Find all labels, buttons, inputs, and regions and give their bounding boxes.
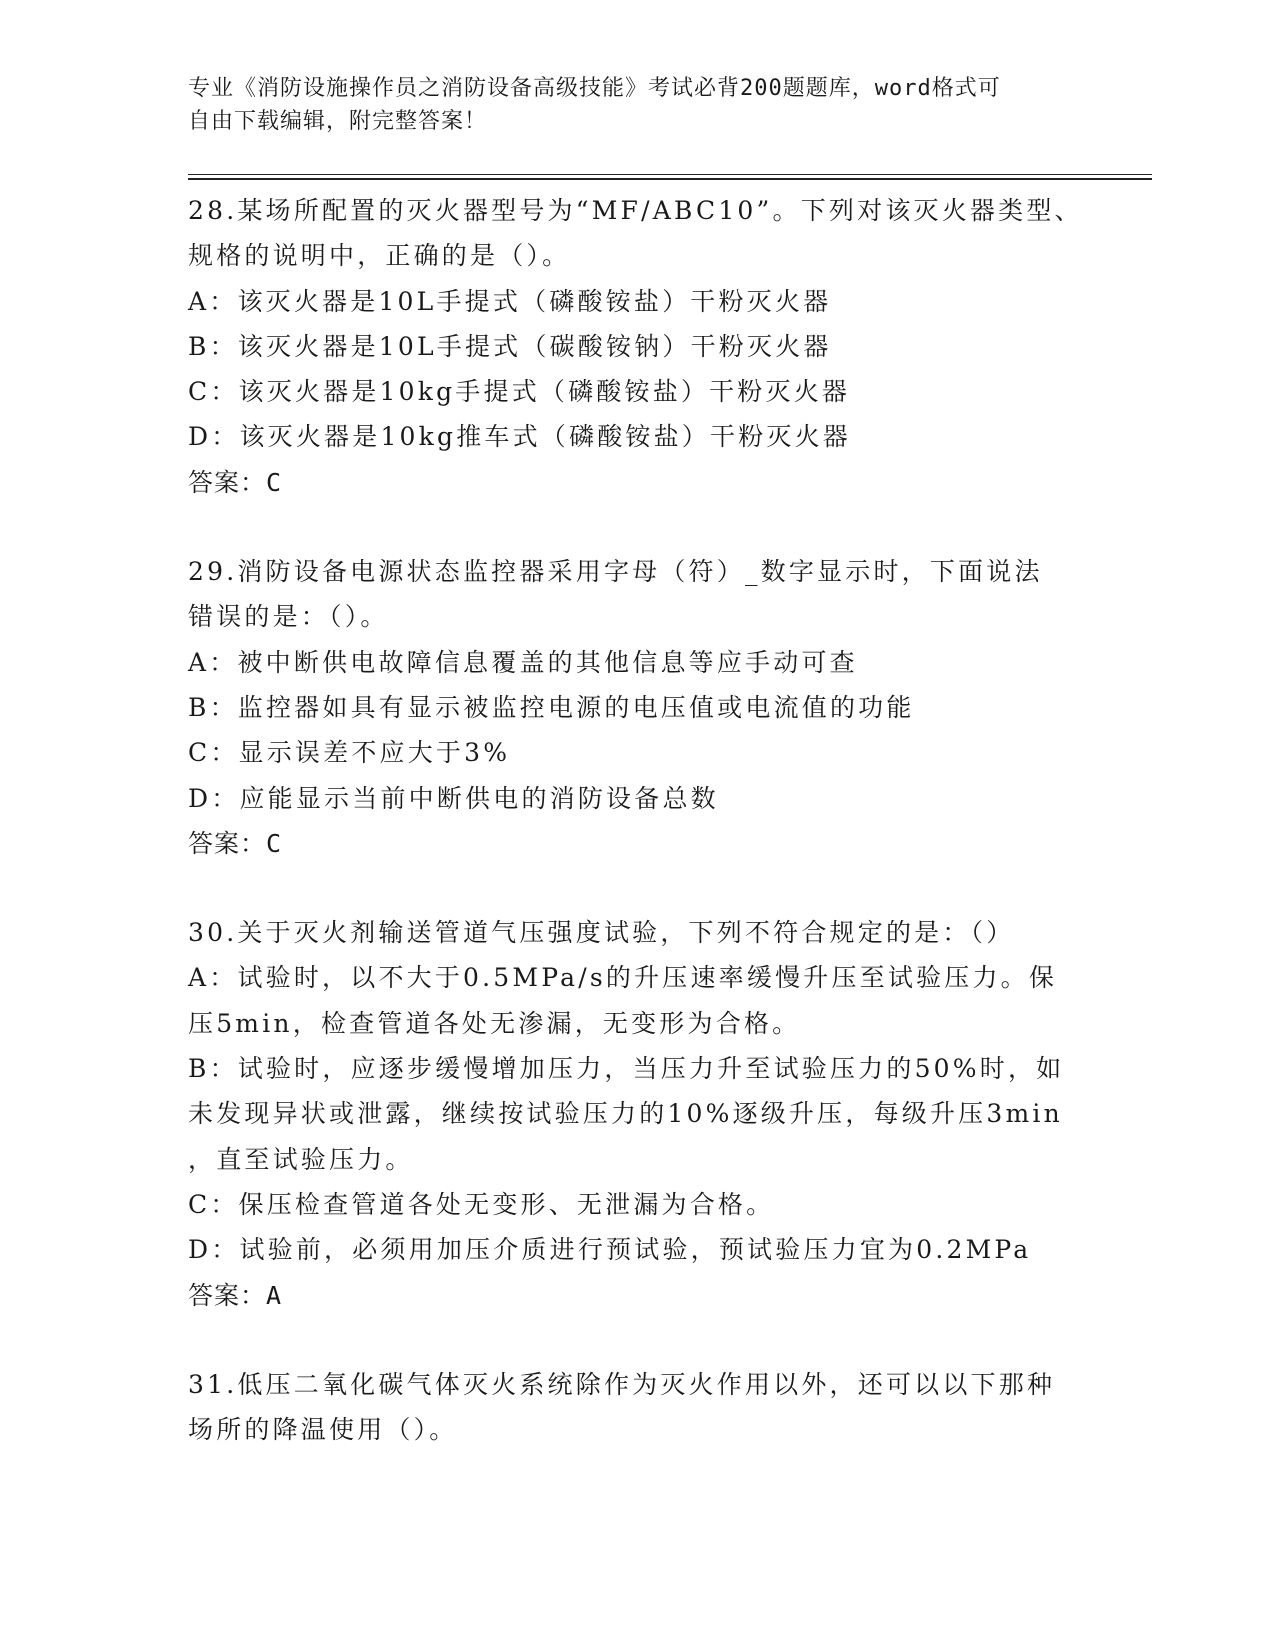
option-a: A：该灭火器是10L手提式（磷酸铵盐）干粉灭火器 (188, 286, 832, 316)
option-d: D：应能显示当前中断供电的消防设备总数 (188, 783, 719, 813)
header-line-2: 自由下载编辑，附完整答案！ (188, 109, 488, 134)
question-stem: 规格的说明中，正确的是（）。 (188, 241, 571, 271)
option-b-continued: 未发现异状或泄露，继续按试验压力的10%逐级升压，每级升压3min (188, 1099, 1063, 1129)
question-stem: 29.消防设备电源状态监控器采用字母（符）_数字显示时，下面说法 (188, 557, 1043, 587)
answer-label: 答案：C (188, 828, 283, 858)
question-31 (188, 1362, 1088, 1453)
option-c: C：显示误差不应大于3% (188, 738, 511, 768)
answer-label: 答案：A (188, 1280, 283, 1310)
answer-label: 答案：C (188, 467, 283, 497)
question-29 (188, 549, 1088, 866)
option-d: D：该灭火器是10kg推车式（磷酸铵盐）干粉灭火器 (188, 422, 852, 452)
option-b: B：试验时，应逐步缓慢增加压力，当压力升至试验压力的50%时，如 (188, 1054, 1065, 1084)
option-b: B：该灭火器是10L手提式（碳酸铵钠）干粉灭火器 (188, 331, 832, 361)
question-28 (188, 188, 1088, 505)
option-c: C：该灭火器是10kg手提式（磷酸铵盐）干粉灭火器 (188, 377, 851, 407)
header-divider-thin (188, 174, 1152, 175)
option-b: B：监控器如具有显示被监控电源的电压值或电流值的功能 (188, 692, 915, 722)
option-a-continued: 压5min，检查管道各处无渗漏，无变形为合格。 (188, 1008, 801, 1038)
question-30 (188, 910, 1088, 1318)
question-stem: 31.低压二氧化碳气体灭火系统除作为灭火作用以外，还可以以下那种 (188, 1369, 1056, 1399)
question-stem: 错误的是：（）。 (188, 602, 389, 632)
option-d: D：试验前，必须用加压介质进行预试验，预试验压力宜为0.2MPa (188, 1235, 1032, 1265)
option-a: A：被中断供电故障信息覆盖的其他信息等应手动可查 (188, 647, 858, 677)
question-stem: 场所的降温使用（）。 (188, 1415, 458, 1445)
header-line-1: 专业《消防设施操作员之消防设备高级技能》考试必背200题题库，word格式可 (188, 76, 1001, 101)
option-b-continued: ，直至试验压力。 (188, 1144, 414, 1174)
document-header (188, 72, 1068, 138)
header-divider-thick (188, 178, 1152, 180)
option-a: A：试验时，以不大于0.5MPa/s的升压速率缓慢升压至试验压力。保 (188, 963, 1058, 993)
question-stem: 30.关于灭火剂输送管道气压强度试验，下列不符合规定的是：（） (188, 918, 1015, 948)
option-c: C：保压检查管道各处无变形、无泄漏为合格。 (188, 1189, 775, 1219)
question-list (188, 188, 1088, 1496)
question-stem: 28.某场所配置的灭火器型号为“MF/ABC10”。下列对该灭火器类型、 (188, 196, 1083, 225)
